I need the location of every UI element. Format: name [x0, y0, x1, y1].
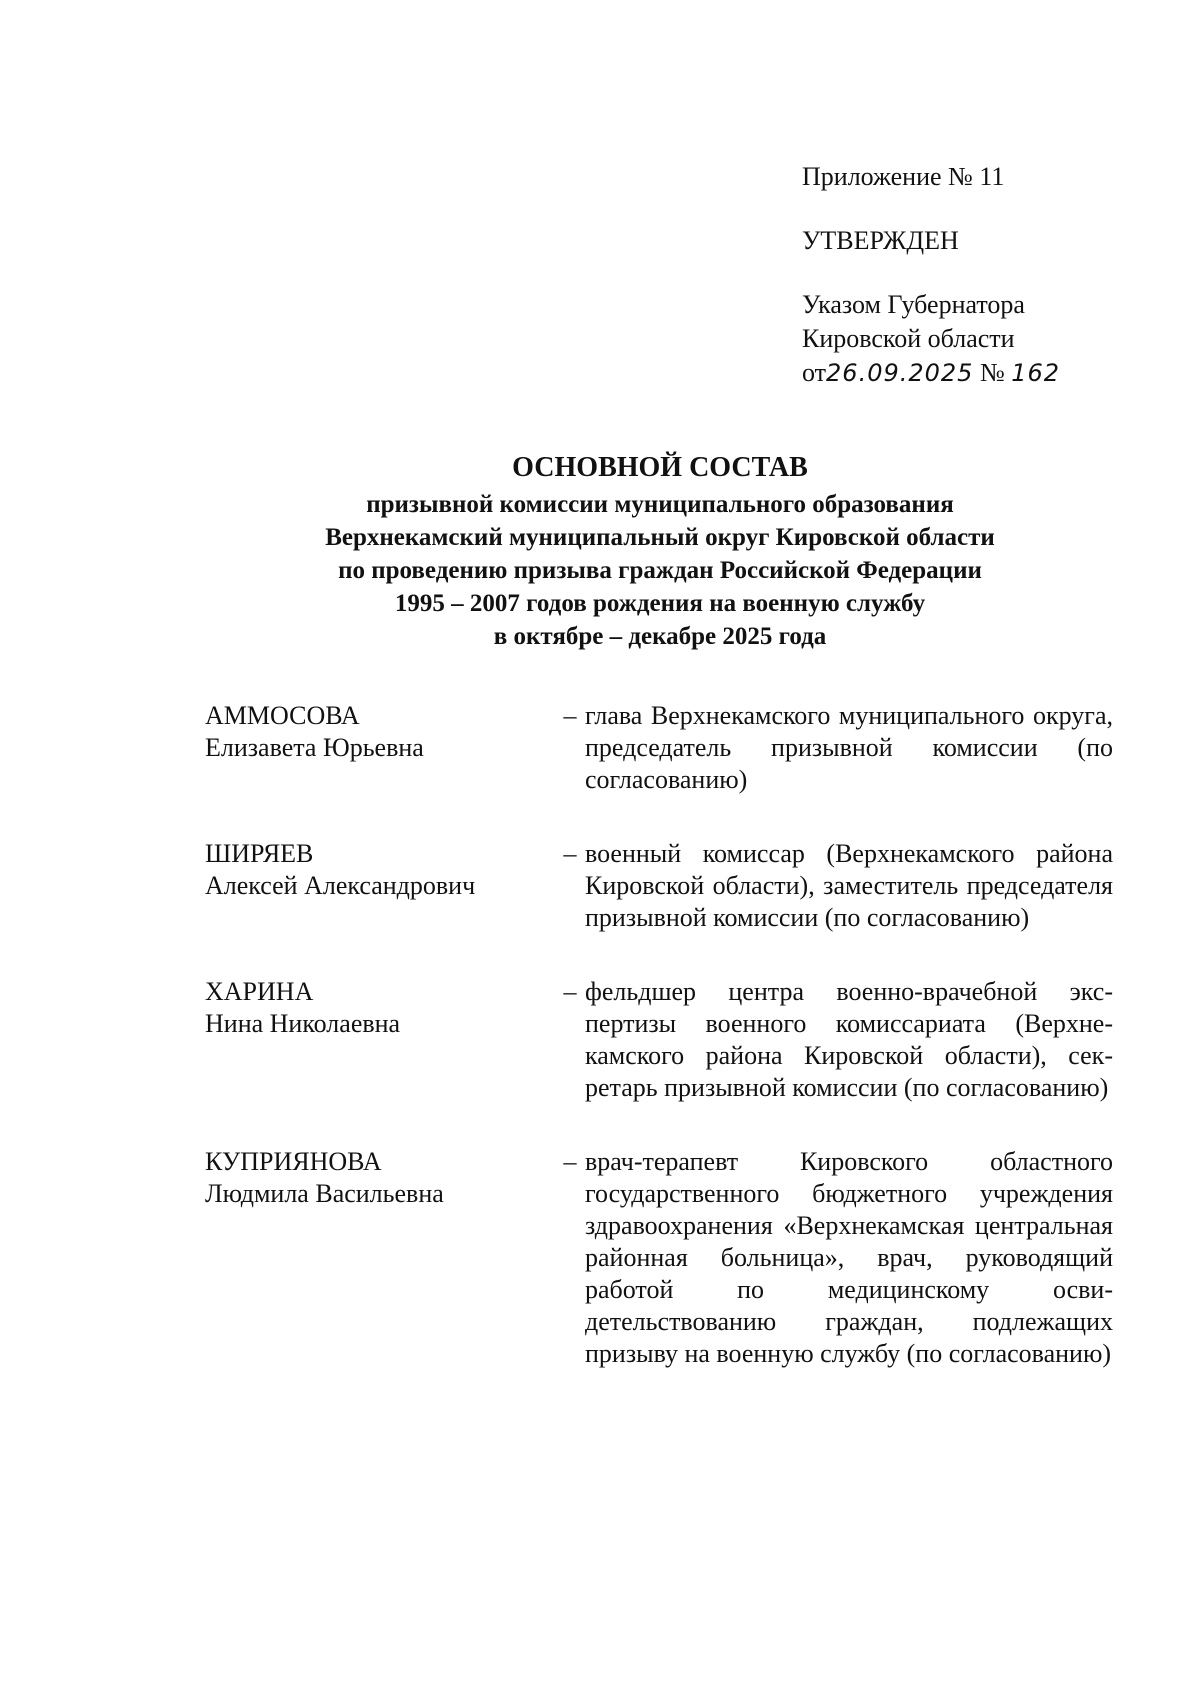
- title-line-3: по проведению призыва граждан Российской Федерации: [338, 557, 982, 584]
- member-entry: [205, 838, 1125, 934]
- member-name: [205, 838, 555, 934]
- member-surname: КУПРИЯНОВА: [205, 1147, 382, 1176]
- member-entry: [205, 1146, 1125, 1370]
- member-given-name: Алексей Александрович: [205, 871, 476, 900]
- member-role: военный комиссар (Верхнекамского района Кировской области), заместитель председателя призывной комиссии (по согласованию): [585, 839, 1113, 932]
- member-surname: ХАРИНА: [205, 977, 314, 1006]
- member-surname: ШИРЯЕВ: [205, 839, 314, 868]
- member-role: врач-терапевт Кировского областного государственного бюджетного учреждения здравоохранения «Верхнекамская центральная районная больница», врач, руководящий работой по медицинскому освидетельствованию граждан, подлежащих призыву на военную службу (по согласованию): [585, 1147, 1113, 1368]
- document-title: [200, 448, 1120, 653]
- member-given-name: Нина Николаевна: [205, 1009, 401, 1038]
- member-entry: [205, 976, 1125, 1104]
- member-dash: –: [563, 839, 577, 868]
- appendix-number: Приложение № 11: [802, 162, 1005, 191]
- member-role: глава Верхнекамского муниципального округа, председатель призывной комиссии (по согласованию): [585, 701, 1113, 794]
- approved-label: УТВЕРЖДЕН: [802, 226, 959, 255]
- member-dash: –: [563, 977, 577, 1006]
- decree-date-line: [802, 356, 1162, 390]
- title-main: ОСНОВНОЙ СОСТАВ: [512, 452, 808, 483]
- decree-reference: [802, 288, 1162, 390]
- number-prefix: №: [979, 358, 1005, 387]
- members-list: [205, 700, 1125, 1370]
- member-name: [205, 976, 555, 1104]
- member-name: [205, 1146, 555, 1370]
- approval-block: [802, 160, 1162, 390]
- handwritten-date: 26.09.2025: [826, 359, 974, 387]
- member-role: фельдшер центра военно-врачебной экспертизы военного комиссариата (Верхнекамского района Кировской области), секретарь призывной комиссии (по согласованию): [585, 977, 1113, 1102]
- title-line-2: Верхнекамский муниципальный округ Кировской области: [325, 524, 995, 551]
- title-line-1: призывной комиссии муниципального образования: [366, 491, 954, 518]
- title-line-5: в октябре – декабре 2025 года: [493, 623, 827, 650]
- member-dash: –: [563, 1147, 577, 1176]
- member-surname: АММОСОВА: [205, 701, 360, 730]
- member-entry: [205, 700, 1125, 796]
- title-line-4: 1995 – 2007 годов рождения на военную службу: [394, 590, 926, 617]
- member-given-name: Елизавета Юрьевна: [205, 733, 424, 762]
- member-given-name: Людмила Васильевна: [205, 1179, 444, 1208]
- decree-line-2: Кировской области: [802, 324, 1015, 353]
- member-name: [205, 700, 555, 796]
- member-dash: –: [563, 701, 577, 730]
- decree-line-1: Указом Губернатора: [802, 290, 1025, 319]
- date-prefix: от: [802, 358, 827, 387]
- handwritten-number: 162: [1011, 359, 1061, 387]
